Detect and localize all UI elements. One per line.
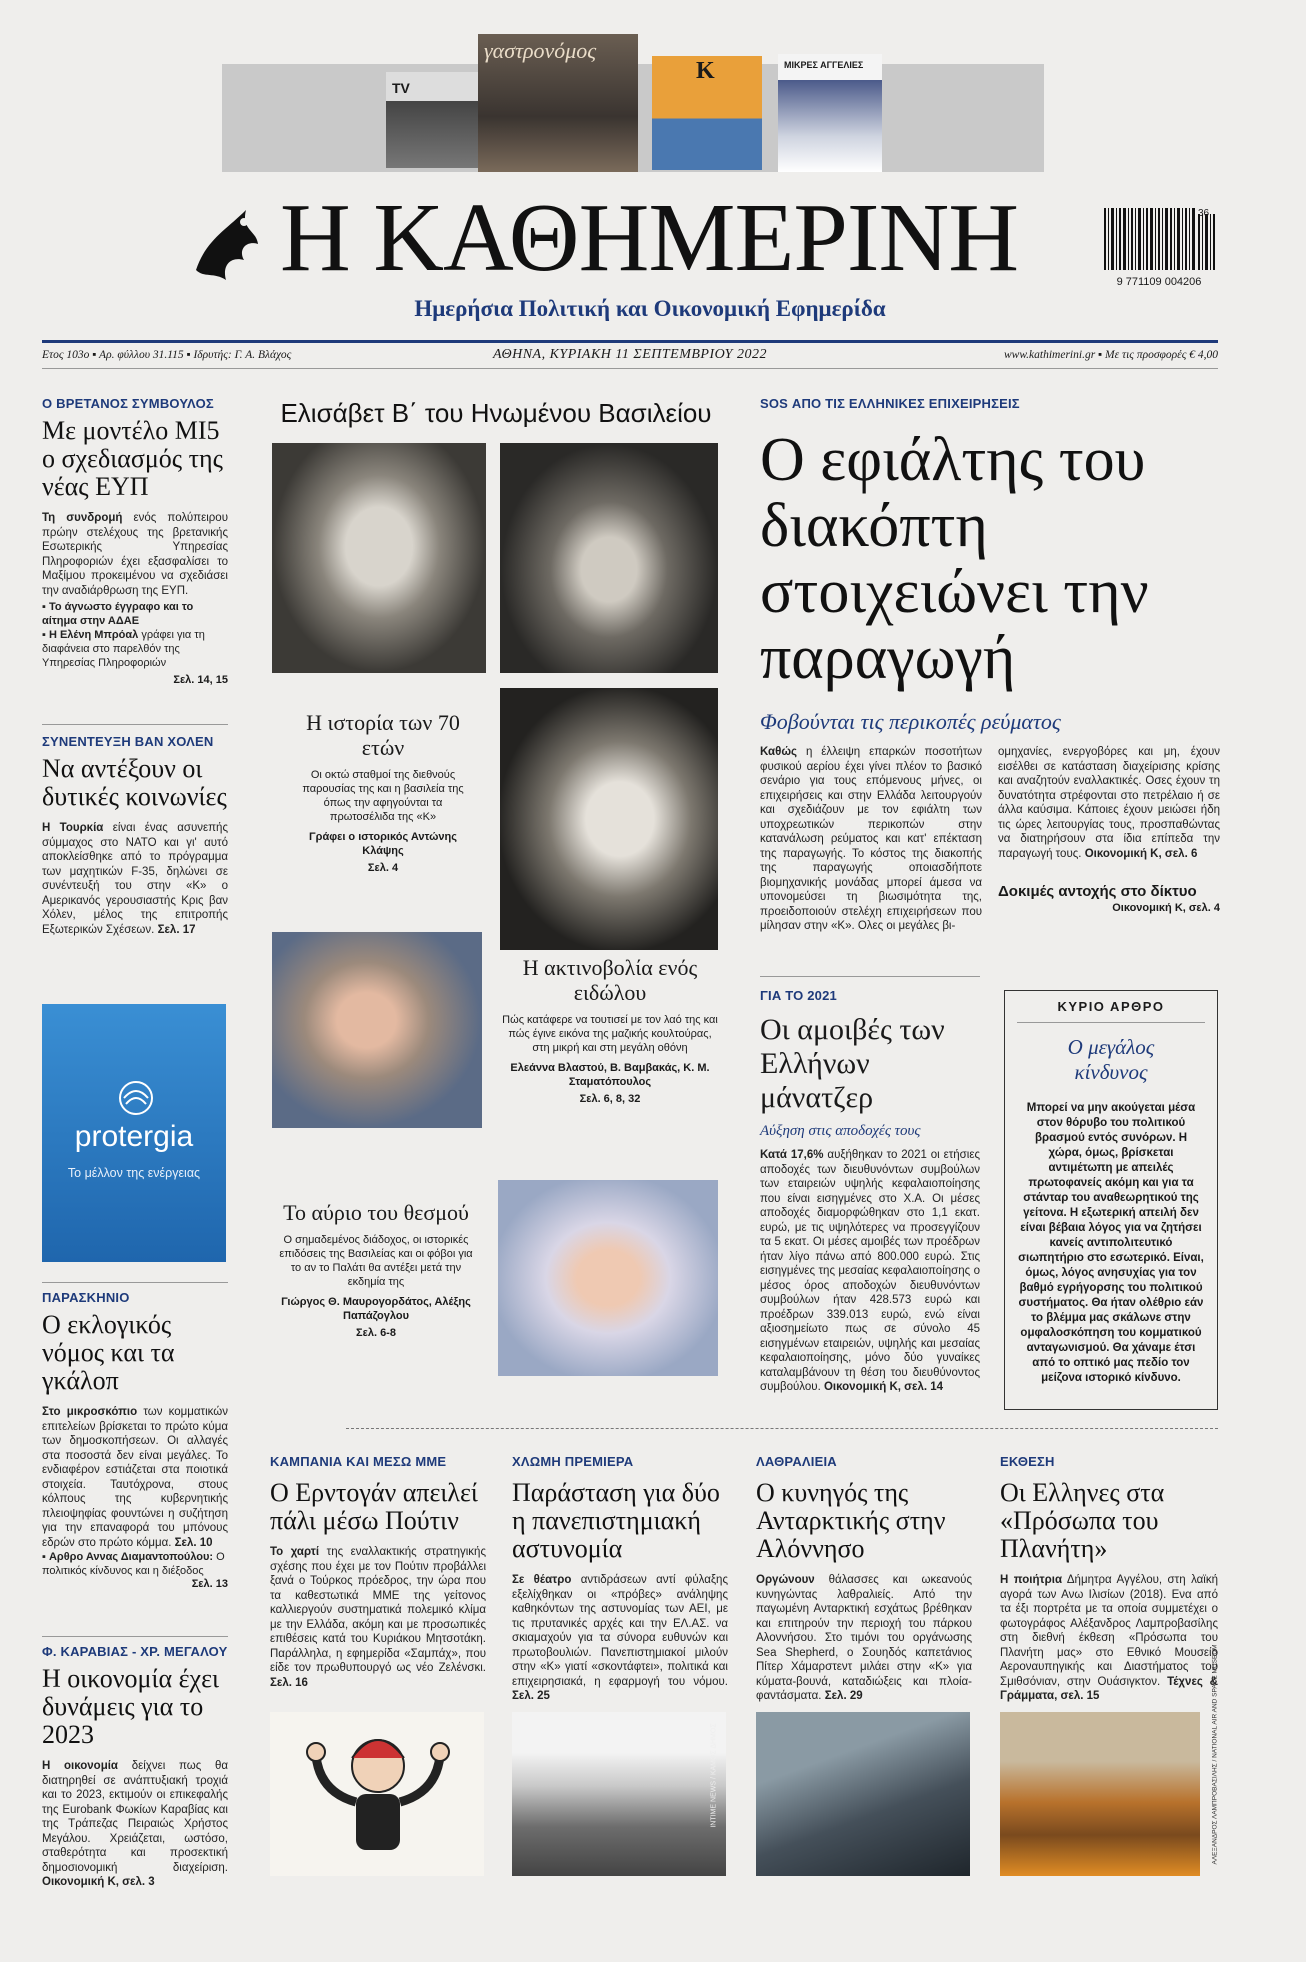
bullet-2: ▪ Η Ελένη Μπρόαλ γράφει για τη διαφάνεια στο παρελθόν της Υπηρεσίας Πληροφοριών <box>42 629 205 669</box>
article-body: Η οικονομία δείχνει πως θα διατηρηθεί σε ανάπτυξιακή τροχιά και το 2023, εκτιμούν οι επικεφαλής της Eurobank Φωκίων Καραβίας και της Τράπεζας Πειραιώς Χρήστος Μεγάλου. Χρειάζεται, ωστόσο, σταθερότητα και προσεκτική δημοσιονομική διαχείριση. Οικονομική Κ, σελ. 3 <box>42 1760 228 1888</box>
page-ref[interactable]: Σελ. 14, 15 <box>173 674 228 686</box>
supplement-tv[interactable]: TV <box>386 72 480 168</box>
deck: Αύξηση στις αποδοχές τους <box>760 1123 921 1139</box>
managers-story <box>760 988 980 1395</box>
lead-col-2-wrap <box>998 745 1220 934</box>
headline[interactable]: Με μοντέλο ΜΙ5 ο σχεδιασμός της νέας ΕΥΠ <box>42 416 223 501</box>
queen-photo-coronation <box>500 688 718 950</box>
bottom-story-3 <box>756 1454 972 1704</box>
divider <box>42 1282 228 1283</box>
kicker: Ο ΒΡΕΤΑΝΟΣ ΣΥΜΒΟΥΛΟΣ <box>42 396 214 411</box>
story-byline: Γιώργος Θ. Μαυρογορδάτος, Αλέξης Παπάζογλου <box>281 1296 471 1322</box>
queen-story-2 <box>502 955 718 1105</box>
queen-photo-crown <box>272 932 482 1128</box>
headline[interactable]: Να αντέξουν οι δυτικές κοινωνίες <box>42 754 227 811</box>
story-ref[interactable]: Σελ. 6-8 <box>356 1327 396 1339</box>
photo-credit: ΙΝΤΙΜΕ NEWS / ΚΑΜΟΣ ΔΗΜΟΣ <box>710 1723 718 1828</box>
article-body: Σε θέατρο αντιδράσεων αντί φύλαξης εξελίχθηκαν οι «πρόβες» ανάληψης καθηκόντων της αστυνομίας των ΑΕΙ, με τις πρυτανικές αρχές και την ΕΛ.ΑΣ. να σκιαμαχούν για τα σύνορα ευθυνών και πρωτοβουλιών. Πανεπιστημιακοί μιλούν στην «Κ» γιατί «σκοντάφτει», πολιτικά και επιχειρησιακά, η εφαρμογή του νόμου. Σελ. 25 <box>512 1574 728 1702</box>
protergia-logo-icon <box>118 1080 154 1116</box>
kicker: ΕΚΘΕΣΗ <box>1000 1454 1055 1469</box>
story-byline: Γράφει ο ιστορικός Αντώνης Κλάψης <box>309 831 457 857</box>
lead-sub-title[interactable]: Δοκιμές αντοχής στο δίκτυο <box>998 883 1197 900</box>
photo-ship-bridge <box>756 1712 970 1876</box>
headline[interactable]: Η οικονομία έχει δυνάμεις για το 2023 <box>42 1664 219 1749</box>
photo-university-police <box>512 1712 726 1876</box>
headline[interactable]: Ο κυνηγός της Ανταρκτικής στην Αλόννησο <box>756 1478 946 1563</box>
lead-sub-ref[interactable]: Οικονομική Κ, σελ. 4 <box>1112 902 1220 914</box>
divider <box>42 1636 228 1637</box>
masthead-title: Η ΚΑΘΗΜΕΡΙΝΗ <box>280 184 1019 292</box>
article-body: Τη συνδρομή ενός πολύπειρου πρώην στελέχους της βρετανικής Εσωτερικής Υπηρεσίας Πληροφοριών έχει εξασφαλίσει το Μαξίμου προκειμένου να σχεδιάσει την αναδιάρθρωση της ΕΥΠ. <box>42 512 228 597</box>
story-body: Ο σημαδεμένος διάδοχος, οι ιστορικές επιδόσεις της Βασιλείας και οι φόβοι για το αν το Παλάτι θα αντέξει μετά την εκδημία της <box>279 1234 473 1288</box>
cartoon-illustration-icon <box>270 1712 484 1876</box>
ad-brand: protergia <box>74 1120 194 1153</box>
left-column-a4 <box>42 1644 228 1890</box>
bottom-story-1 <box>270 1454 486 1690</box>
infobar-right[interactable]: www.kathimerini.gr ▪ Με τις προσφορές € 4,00 <box>1004 349 1218 361</box>
kicker: ΚΑΜΠΑΝΙΑ ΚΑΙ ΜΕΣΩ ΜΜΕ <box>270 1454 447 1469</box>
ad-tagline: Το μέλλον της ενέργειας <box>67 1166 201 1180</box>
editorial-title[interactable]: Ο μεγάλος κίνδυνος <box>1067 1035 1155 1084</box>
left-column-a3 <box>42 1290 228 1590</box>
story-ref[interactable]: Σελ. 6, 8, 32 <box>579 1093 641 1105</box>
barcode-issue: 36 <box>1198 208 1210 219</box>
article-body: Στο μικροσκόπιο των κομματικών επιτελείων βρίσκεται το πρώτο κύμα των δημοσκοπήσεων. Οι αλλαγές στα ποσοστά δεν είναι μεγάλες. Το ενδιαφέρον εστιάζεται στα ποιοτικά στοιχεία. Ταυτόχρονα, στους κόλπους της κυβερνητικής πλειοψηφίας φουντώνει η συζήτηση για την επαναφορά του μπόνους εδρών στο πρώτο κόμμα. Σελ. 10 <box>42 1406 228 1549</box>
infobar-bottom-rule <box>42 368 1218 369</box>
article-body: Κατά 17,6% αυξήθηκαν το 2021 οι ετήσιες αποδοχές των διευθυνόντων συμβούλων των εταιρειών υψηλής κεφαλαιοποίησης που είναι εισηγμένες στο Χ.Α. Οι μέσες αποδοχές διαμορφώθηκαν στο 1,1 εκατ. ευρώ, με τις υψηλότερες να προσεγγίζουν τα 5 εκατ. Οι μέσες αμοιβές των προέδρων ήταν λίγο πάνω από 800.000 ευρώ. Στις εισηγμένες της μεσαίας κεφαλαιοποίησης ο μέσος όρος αποδοχών διευθυνόντων συμβούλων ήταν 428.573 ευρώ και προέδρων 339.013 ευρώ, ενώ είναι αξιοσημείωτο πως σε σύνολο 45 εισηγμένων εταιρειών, υψηλής και μεσαίας κεφαλαιοποίησης, μόνο δύο γυναίκες καταλαμβάνουν τη θέση του διευθύνοντος συμβούλου. Οικονομική Κ, σελ. 14 <box>760 1149 980 1393</box>
editorial-box <box>1004 990 1218 1410</box>
headline[interactable]: Ο εκλογικός νόμος και τα γκάλοπ <box>42 1310 175 1395</box>
editorial-label: ΚΥΡΙΟ ΑΡΘΡΟ <box>1017 999 1205 1023</box>
story-ref[interactable]: Σελ. 4 <box>367 862 399 874</box>
editorial-body: Μπορεί να μην ακούγεται μέσα στον θόρυβο του πολιτικού βρασμού εντός συνόρων. Η χώρα, όμως, βρίσκεται αντιμέτωπη με απειλές πρωτοφανείς ακόμη και για τα στάνταρ του αναθεωρητικού της γείτονα. Η εξωτερική απειλή δεν είναι βέβαια λόγος για να ζητήσει κανείς αντιπολιτευτικό σιωπητήριο στο εσωτερικό. Είναι, όμως, λόγος ανησυχίας για τον βαθμό εγρήγορσης του πολιτικού συστήματος. Θα ήταν ολέθριο εάν το βλέμμα μας σκάλωνε στην ομφαλοσκόπηση του κομματικού ανταγωνισμού. Θα χάναμε έτσι από το οπτικό μας πεδίο τον μείζονα ιστορικό κίνδυνο. <box>1018 1102 1204 1384</box>
lead-col-1: Καθώς η έλλειψη επαρκών ποσοτήτων φυσικού αερίου έχει γίνει πλέον το βασικό σενάριο για τους επόμενους μήνες, οι επιχειρήσεις και στην Ελλάδα λειτουργούν και σχεδιάζουν με τον εφιάλτη των υποχρεωτικών περικοπών στην κατανάλωση ρεύματος και κατ' επέκταση της παραγωγής. Το κόστος της διακοπής της παραγωγής οποιασδήποτε βιομηχανικής μονάδας μπορεί άμεσα να υπονομεύσει τη βιωσιμότητα της, προειδοποιούν στελέχη επιχειρήσεων που μίλησαν στην «Κ». Ολες οι μεγάλες βι- <box>760 746 982 932</box>
lead-columns <box>760 745 1220 934</box>
queen-photo-child <box>272 443 486 673</box>
photo-market-portrait <box>1000 1712 1200 1876</box>
supplement-classifieds[interactable]: ΜΙΚΡΕΣ ΑΓΓΕΛΙΕΣ <box>778 54 882 172</box>
article-body: Το χαρτί της εναλλακτικής στρατηγικής σχέσης που έχει με τον Πούτιν προβάλλει ξανά ο Τούρκος πρόεδρος, την ώρα που τα καθεστωτικά ΜΜΕ της γείτονος καλλιεργούν συστηματικά πολεμικό κλίμα με την Ελλάδα, ακόμη και με προσωπικές επιθέσεις κατά του Κυριάκου Μητσοτάκη. Παράλληλα, η εφημερίδα «Σαμπάχ», που είδε τον πρωθυπουργό ως νέο Ζελένσκι. Σελ. 16 <box>270 1546 486 1689</box>
article-body: Οργώνουν θάλασσες και ωκεανούς κυνηγώντας λαθραλιείς. Από την παγωμένη Ανταρκτική εσχάτως βρέθηκαν και επιτηρούν την περιοχή του πάρκου Αλοννήσου. Στο τιμόνι του οργάνωσης Sea Shepherd, ο Σουηδός καπετάνιος Πίτερ Χάμαρστεντ μιλάει στην «Κ» για κύματα-βουνά, καταδιώξεις και πλοία-φαντάσματα. Σελ. 29 <box>756 1574 972 1702</box>
bottom-story-4 <box>1000 1454 1218 1704</box>
story-title[interactable]: Η ιστορία των 70 ετών <box>306 710 460 760</box>
queen-story-3 <box>276 1200 476 1339</box>
headline[interactable]: Οι αμοιβές των Ελλήνων μάνατζερ <box>760 1013 945 1114</box>
queen-banner[interactable]: Ελισάβετ Β΄ του Ηνωμένου Βασιλείου <box>280 398 712 428</box>
lead-col-2: ομηχανίες, ενεργοβόρες και μη, έχουν εισέλθει σε κατάσταση διαχείρισης κρίσης και αναζητούν εναλλακτικές. Οσες έχουν τη δυνατότητα στρέφονται στο πετρέλαιο ή σε άλλα καύσιμα. Κάποιες έχουν μειώσει ήδη τις ώρες λειτουργίας τους, προσπαθώντας να διατηρήσουν στα ίδια επίπεδα την παραγωγή τους. Οικονομική Κ, σελ. 6 <box>998 746 1220 860</box>
cartoon-erdogan <box>270 1712 484 1876</box>
bottom-dashed-rule <box>346 1428 1218 1429</box>
infobar-left: Ετος 103ο ▪ Αρ. φύλλου 31.115 ▪ Ιδρυτής: Γ. Α. Βλάχος <box>42 349 292 361</box>
infobar-rule <box>42 340 1218 343</box>
infobar-date: ΑΘΗΝΑ, ΚΥΡΙΑΚΗ 11 ΣΕΠΤΕΜΒΡΙΟΥ 2022 <box>493 347 767 362</box>
divider <box>760 976 980 977</box>
kicker: ΛΑΘΡΑΛΙΕΙΑ <box>756 1454 837 1469</box>
queen-photo-young <box>500 443 718 673</box>
kicker: ΧΛΩΜΗ ΠΡΕΜΙΕΡΑ <box>512 1454 634 1469</box>
supplement-k[interactable]: K <box>652 56 762 170</box>
queen-photo-smiling <box>498 1180 718 1376</box>
headline[interactable]: Παράσταση για δύο η πανεπιστημιακή αστυνομία <box>512 1478 720 1563</box>
barcode-number: 9 771109 004206 <box>1116 276 1202 288</box>
bullet-1: ▪ Το άγνωστο έγγραφο και το αίτημα στην ΑΔΑΕ <box>42 601 194 627</box>
page-ref[interactable]: Σελ. 13 <box>191 1578 228 1590</box>
lead-headline[interactable]: Ο εφιάλτης του διακόπτη στοιχειώνει την παραγωγή <box>760 426 1149 692</box>
headline[interactable]: Ο Ερντογάν απειλεί πάλι μέσω Πούτιν <box>270 1478 478 1535</box>
bullet-1: ▪ Αρθρο Αννας Διαμαντοπούλου: Ο πολιτικός κίνδυνος και η διέξοδος <box>42 1551 225 1577</box>
story-title[interactable]: Το αύριο του θεσμού <box>283 1200 469 1225</box>
masthead-subtitle: Ημερήσια Πολιτική και Οικονομική Εφημερίδα <box>414 296 886 321</box>
story-byline: Ελεάννα Βλαστού, Β. Βαμβακάς, Κ. Μ. Σταματόπουλος <box>510 1062 710 1088</box>
left-column-a1 <box>42 396 228 686</box>
photo-credit-exhibition: ΑΛΕΞΑΝΔΡΟΣ ΛΑΜΠΡΟΒΑΣΙΛΗΣ / NATIONAL AIR AND SPACE MUSEUM <box>1211 1644 1219 1865</box>
headline[interactable]: Οι Ελληνες στα «Πρόσωπα του Πλανήτη» <box>1000 1478 1165 1563</box>
queen-story-1 <box>290 710 476 874</box>
left-column-a2 <box>42 734 228 937</box>
article-body: Η ποιήτρια Δήμητρα Αγγέλου, στη λαϊκή αγορά των Ανω Ιλισίων (2018). Ενα από τα έξι πορτρέτα με τα οποία συμμετέχει ο φωτογράφος Αλέξανδρος Λαμπροβασίλης στη διεθνή έκθεση «Πρόσωπα του Πλανήτη μας» στο Εθνικό Μουσείο Αεροναυπηγικής και Διαστήματος του Σμιθσόνιαν, στην Ουάσιγκτον. Τέχνες & Γράμματα, σελ. 15 <box>1000 1574 1218 1702</box>
divider <box>42 724 228 725</box>
protergia-ad[interactable] <box>42 1004 226 1262</box>
story-body: Οι οκτώ σταθμοί της διεθνούς παρουσίας της και η βασιλεία της όπως την αφηγούνται τα πρωτοσέλιδα της «Κ» <box>302 769 464 823</box>
story-body: Πώς κατάφερε να τουτισεί με τον λαό της και πώς έγινε εικόνα της μαζικής κουλτούρας, στη μικρή και στη μεγάλη οθόνη <box>502 1014 718 1054</box>
supplement-gastronomos[interactable]: γαστρονόμος <box>478 34 638 172</box>
kicker: Φ. ΚΑΡΑΒΙΑΣ - ΧΡ. ΜΕΓΑΛΟΥ <box>42 1644 228 1659</box>
kicker: ΠΑΡΑΣΚΗΝΙΟ <box>42 1290 130 1305</box>
kicker: ΓΙΑ ΤΟ 2021 <box>760 988 837 1003</box>
lead-story <box>760 396 1220 934</box>
bottom-story-2 <box>512 1454 728 1704</box>
griffin-logo-icon <box>186 200 266 286</box>
lead-deck: Φοβούνται τις περικοπές ρεύματος <box>760 709 1061 734</box>
kicker: ΣΥΝΕΝΤΕΥΞΗ ΒΑΝ ΧΟΛΕΝ <box>42 734 214 749</box>
kicker: SOS ΑΠΟ ΤΙΣ ΕΛΛΗΝΙΚΕΣ ΕΠΙΧΕΙΡΗΣΕΙΣ <box>760 396 1020 411</box>
article-body: Η Τουρκία είναι ένας ασυνεπής σύμμαχος στο ΝΑΤΟ και γι' αυτό αποκλείσθηκε από το πρόγραμμα των μαχητικών F-35, δηλώνει σε συνέντευξή του στην «Κ» ο Αμερικανός γερουσιαστής Κρις βαν Χόλεν, μέλος της επιτροπής Εξωτερικών Σχέσεων. Σελ. 17 <box>42 822 228 936</box>
story-title[interactable]: Η ακτινοβολία ενός ειδώλου <box>522 955 698 1005</box>
